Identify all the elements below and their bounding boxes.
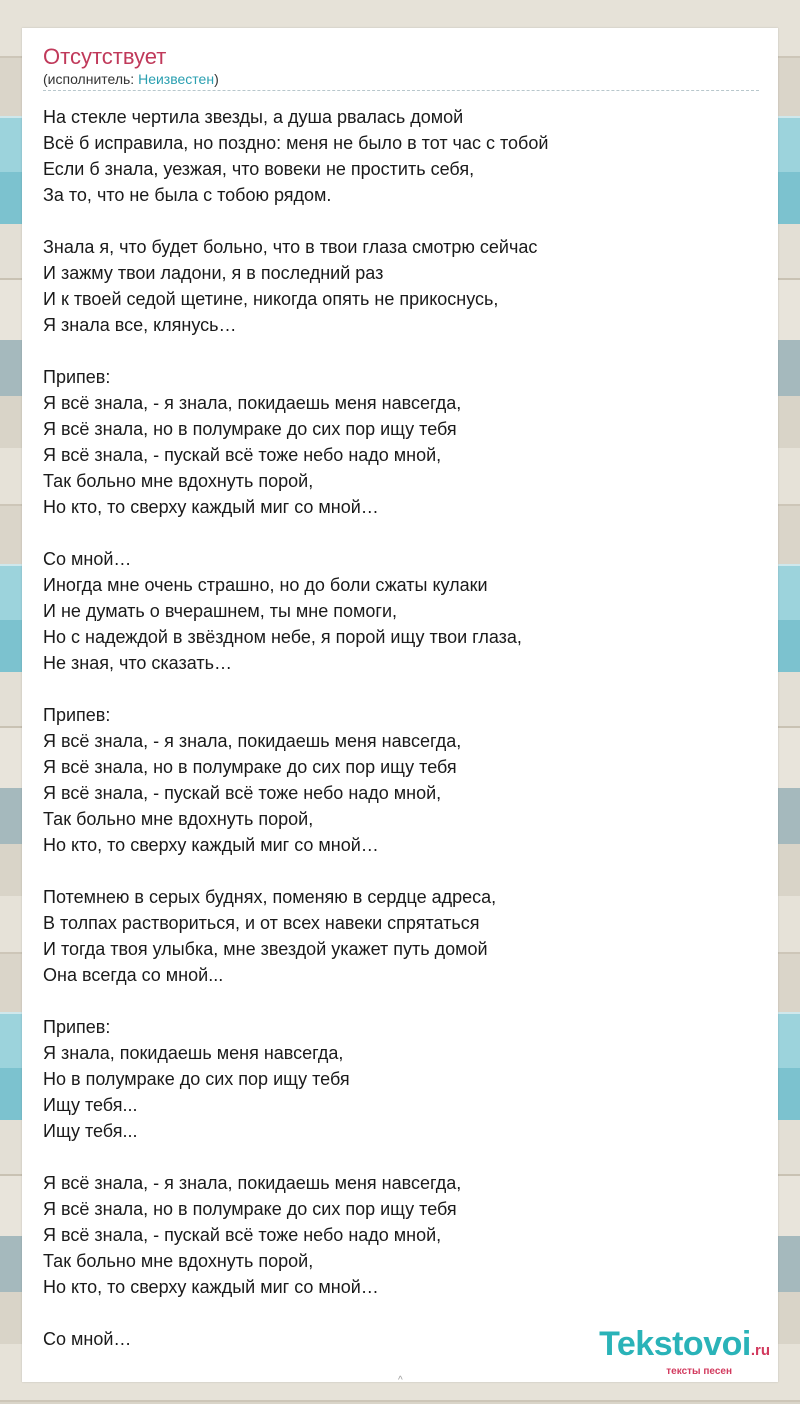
lyric-line: В толпах раствориться, и от всех навеки спрятаться <box>43 913 480 933</box>
lyric-line: Я всё знала, - я знала, покидаешь меня навсегда, <box>43 393 462 413</box>
lyric-line: Так больно мне вдохнуть порой, <box>43 1251 314 1271</box>
lyric-line: И зажму твои ладони, я в последний раз <box>43 263 384 283</box>
lyric-line: Я всё знала, но в полумраке до сих пор ищу тебя <box>43 419 457 439</box>
lyrics-card <box>22 28 778 1386</box>
song-header <box>43 44 759 91</box>
lyric-line: И к твоей седой щетине, никогда опять не прикоснусь, <box>43 289 499 309</box>
lyric-line: Знала я, что будет больно, что в твои глаза смотрю сейчас <box>43 237 538 257</box>
lyrics-stanza <box>43 1014 759 1144</box>
lyric-line: Но с надеждой в звёздном небе, я порой ищу твои глаза, <box>43 627 522 647</box>
lyrics-stanza <box>43 1170 759 1300</box>
lyric-line: Припев: <box>43 367 111 387</box>
lyric-line: Я всё знала, - я знала, покидаешь меня навсегда, <box>43 1173 462 1193</box>
lyrics-stanza <box>43 884 759 988</box>
lyric-line: Иногда мне очень страшно, но до боли сжаты кулаки <box>43 575 488 595</box>
lyric-line: Я знала, покидаешь меня навсегда, <box>43 1043 344 1063</box>
lyrics-stanza <box>43 104 759 208</box>
lyric-line: Ищу тебя... <box>43 1121 138 1141</box>
lyric-line: Я всё знала, - я знала, покидаешь меня навсегда, <box>43 731 462 751</box>
lyrics-stanza <box>43 702 759 858</box>
artist-link[interactable]: Неизвестен <box>138 71 215 87</box>
lyric-line: Так больно мне вдохнуть порой, <box>43 809 314 829</box>
lyric-line: Ищу тебя... <box>43 1095 138 1115</box>
lyric-line: На стекле чертила звезды, а душа рвалась домой <box>43 107 464 127</box>
lyric-line: И тогда твоя улыбка, мне звездой укажет путь домой <box>43 939 488 959</box>
lyric-line: За то, что не была с тобою рядом. <box>43 185 332 205</box>
lyric-line: Со мной… <box>43 549 132 569</box>
lyric-line: И не думать о вчерашнем, ты мне помоги, <box>43 601 398 621</box>
logo-tagline: тексты песен <box>666 1366 732 1377</box>
lyric-line: Я всё знала, - пускай всё тоже небо надо мной, <box>43 1225 442 1245</box>
artist-prefix: (исполнитель: <box>43 71 139 87</box>
lyric-line: Но кто, то сверху каждый миг со мной… <box>43 497 379 517</box>
logo-tld: .ru <box>750 1342 770 1359</box>
lyrics-stanza <box>43 364 759 520</box>
lyric-line: Не зная, что сказать… <box>43 653 232 673</box>
lyric-line: Я знала все, клянусь… <box>43 315 237 335</box>
lyric-line: Я всё знала, но в полумраке до сих пор ищу тебя <box>43 757 457 777</box>
footer-mark: ^ <box>398 1375 403 1386</box>
lyric-line: Я всё знала, но в полумраке до сих пор ищу тебя <box>43 1199 457 1219</box>
logo-name: Tekstovoi <box>599 1325 751 1363</box>
lyric-line: Всё б исправила, но поздно: меня не было в тот час с тобой <box>43 133 549 153</box>
lyric-line: Но кто, то сверху каждый миг со мной… <box>43 1277 379 1297</box>
artist-suffix: ) <box>214 71 219 87</box>
lyric-line: Я всё знала, - пускай всё тоже небо надо мной, <box>43 445 442 465</box>
lyric-line: Но в полумраке до сих пор ищу тебя <box>43 1069 350 1089</box>
lyrics-stanza <box>43 546 759 676</box>
lyric-line: Со мной… <box>43 1329 132 1349</box>
lyric-line: Потемнею в серых буднях, поменяю в сердце адреса, <box>43 887 497 907</box>
lyric-line: Если б знала, уезжая, что вовеки не простить себя, <box>43 159 475 179</box>
lyric-line: Припев: <box>43 1017 111 1037</box>
lyric-line: Она всегда со мной... <box>43 965 224 985</box>
lyrics-stanza <box>43 234 759 338</box>
lyric-line: Но кто, то сверху каждый миг со мной… <box>43 835 379 855</box>
lyrics-text <box>43 104 759 1378</box>
song-title: Отсутствует <box>43 44 167 69</box>
lyric-line: Так больно мне вдохнуть порой, <box>43 471 314 491</box>
site-logo[interactable] <box>560 1327 770 1378</box>
lyric-line: Я всё знала, - пускай всё тоже небо надо мной, <box>43 783 442 803</box>
lyric-line: Припев: <box>43 705 111 725</box>
logo-wordmark <box>560 1327 770 1368</box>
artist-line <box>43 70 759 88</box>
